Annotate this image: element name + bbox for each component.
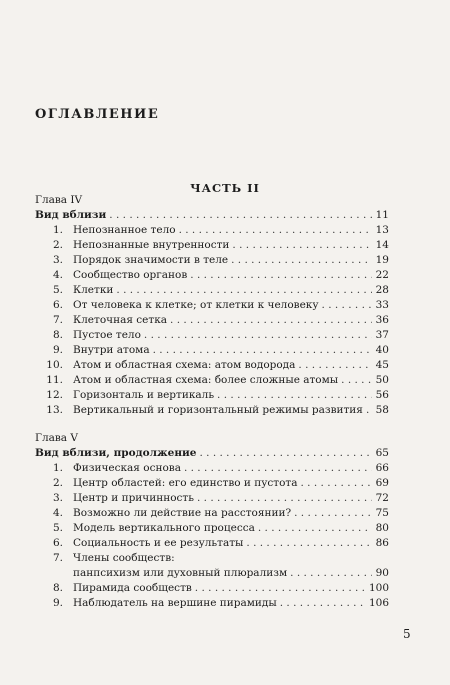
toc-page-number: 72	[375, 492, 389, 504]
toc-row	[35, 239, 389, 254]
toc-page-number: 11	[375, 209, 389, 221]
toc-row	[35, 224, 389, 239]
toc-row	[35, 254, 389, 269]
toc-item-number: 1.	[52, 224, 63, 236]
toc-item-number: 2.	[52, 477, 63, 489]
toc-page-number: 65	[375, 447, 389, 459]
toc-item-title: Клеточная сетка	[73, 314, 168, 326]
leader-dots	[231, 254, 372, 266]
toc-item-number: 7.	[52, 314, 63, 326]
toc-row	[35, 477, 389, 492]
toc-page-number: 37	[375, 329, 389, 341]
toc-page-number: 40	[375, 344, 389, 356]
toc-item-number: 7.	[52, 552, 63, 564]
toc-page-number: 86	[375, 537, 389, 549]
leader-dots	[144, 329, 372, 341]
chapter-label: Глава IV	[35, 194, 83, 206]
toc-page-number: 100	[368, 582, 389, 594]
leader-dots	[232, 239, 372, 251]
leader-dots	[246, 537, 372, 549]
toc-item-title: Члены сообществ:	[73, 552, 175, 564]
toc-item-number: 4.	[52, 507, 63, 519]
leader-dots	[298, 359, 372, 371]
toc-item-number: 6.	[52, 299, 63, 311]
toc-row	[35, 522, 389, 537]
toc-page-number: 45	[375, 359, 389, 371]
toc-page-number: 80	[375, 522, 389, 534]
toc-page-number: 90	[375, 567, 389, 579]
toc-item-title: Модель вертикального процесса	[73, 522, 255, 534]
toc-row	[35, 329, 389, 344]
leader-dots	[290, 567, 372, 579]
toc-page-number: 36	[375, 314, 389, 326]
toc-page-number: 50	[375, 374, 389, 386]
toc-item-number: 5.	[52, 522, 63, 534]
toc-row	[35, 462, 389, 477]
toc-item-number: 11.	[46, 374, 63, 386]
toc-item-number: 8.	[52, 329, 63, 341]
toc-row	[73, 567, 389, 582]
leader-dots	[197, 492, 372, 504]
toc-item-title: Центр и причинность	[73, 492, 194, 504]
toc-page-number: 28	[375, 284, 389, 296]
toc-page-number: 13	[375, 224, 389, 236]
toc-row	[35, 374, 389, 389]
toc-item-title: Непознанные внутренности	[73, 239, 230, 251]
toc-page-number: 14	[375, 239, 389, 251]
toc-page-number: 69	[375, 477, 389, 489]
toc-item-title: Вертикальный и горизонтальный режимы развития	[73, 404, 363, 416]
toc-row	[35, 537, 389, 552]
leader-dots	[217, 389, 372, 401]
toc-item-number: 3.	[52, 254, 63, 266]
leader-dots	[190, 269, 372, 281]
toc-row	[35, 359, 389, 374]
toc-row	[35, 404, 389, 419]
toc-row	[35, 552, 389, 567]
leader-dots	[179, 224, 372, 236]
toc-item-number: 6.	[52, 537, 63, 549]
toc-page-number: 58	[375, 404, 389, 416]
toc-section-title: Вид вблизи	[35, 209, 107, 221]
leader-dots	[184, 462, 372, 474]
toc-row	[35, 597, 389, 612]
toc-item-title: Клетки	[73, 284, 114, 296]
toc-row	[35, 314, 389, 329]
toc-page-number: 75	[375, 507, 389, 519]
toc-item-title: Физическая основа	[73, 462, 181, 474]
toc-item-number: 2.	[52, 239, 63, 251]
leader-dots	[258, 522, 372, 534]
toc-item-title: Центр областей: его единство и пустота	[73, 477, 298, 489]
toc-item-title: Социальность и ее результаты	[73, 537, 244, 549]
toc-item-title: Горизонталь и вертикаль	[73, 389, 215, 401]
toc-item-title: Возможно ли действие на расстоянии?	[73, 507, 292, 519]
toc-item-title: Сообщество органов	[73, 269, 188, 281]
toc-item-title: Наблюдатель на вершине пирамиды	[73, 597, 277, 609]
toc-section-row	[35, 447, 389, 462]
toc-section-row	[35, 209, 389, 224]
leader-dots	[341, 374, 372, 386]
leader-dots	[294, 507, 372, 519]
toc-item-title: Атом и областная схема: более сложные атомы	[73, 374, 339, 386]
toc-row	[35, 492, 389, 507]
leader-dots	[280, 597, 366, 609]
leader-dots	[109, 209, 372, 221]
toc-item-number: 12.	[46, 389, 63, 401]
toc-item-number: 3.	[52, 492, 63, 504]
leader-dots	[366, 404, 372, 416]
toc-item-title: Атом и областная схема: атом водорода	[73, 359, 296, 371]
toc-row	[35, 582, 389, 597]
toc-row	[35, 284, 389, 299]
chapter-label: Глава V	[35, 432, 78, 444]
toc-item-number: 13.	[46, 404, 63, 416]
toc-page-number: 56	[375, 389, 389, 401]
toc-item-number: 10.	[46, 359, 63, 371]
toc-item-number: 5.	[52, 284, 63, 296]
toc-item-title: Порядок значимости в теле	[73, 254, 229, 266]
toc-item-number: 4.	[52, 269, 63, 281]
toc-row	[35, 344, 389, 359]
toc-row	[35, 389, 389, 404]
toc-item-title: Непознанное тело	[73, 224, 176, 236]
toc-page-number: 22	[375, 269, 389, 281]
toc-page-number: 106	[368, 597, 389, 609]
toc-item-number: 8.	[52, 582, 63, 594]
toc-page-number: 33	[375, 299, 389, 311]
toc-item-title: Внутри атома	[73, 344, 150, 356]
leader-dots	[195, 582, 366, 594]
leader-dots	[301, 477, 373, 489]
toc-item-number: 9.	[52, 597, 63, 609]
leader-dots	[116, 284, 372, 296]
leader-dots	[322, 299, 372, 311]
toc-row	[35, 269, 389, 284]
part-title: ЧАСТЬ II	[190, 181, 260, 195]
toc-item-title: Пирамида сообществ	[73, 582, 192, 594]
toc-section-title: Вид вблизи, продолжение	[35, 447, 197, 459]
toc-item-number: 9.	[52, 344, 63, 356]
toc-page-number: 19	[375, 254, 389, 266]
toc-item-title: От человека к клетке; от клетки к человеку	[73, 299, 319, 311]
toc-page-number: 66	[375, 462, 389, 474]
toc-item-number: 1.	[52, 462, 63, 474]
toc-row	[35, 299, 389, 314]
toc-item-continuation: панпсихизм или духовный плюрализм	[73, 567, 288, 579]
page-number: 5	[403, 627, 411, 641]
leader-dots	[199, 447, 372, 459]
toc-row	[35, 507, 389, 522]
toc-title: ОГЛАВЛЕНИЕ	[35, 107, 160, 122]
leader-dots	[153, 344, 372, 356]
toc-item-title: Пустое тело	[73, 329, 141, 341]
leader-dots	[170, 314, 372, 326]
